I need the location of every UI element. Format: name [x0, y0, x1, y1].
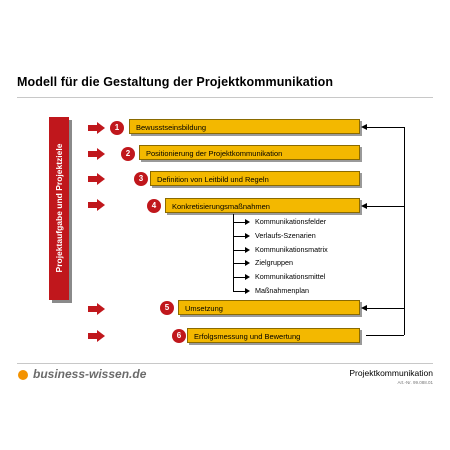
- step-number-badge: 2: [121, 147, 135, 161]
- article-number: Art.-Nr. 99.088.01: [397, 380, 433, 385]
- step-box: Positionierung der Projektkommunikation: [139, 145, 360, 160]
- arrow-right-icon: [245, 274, 250, 280]
- arrow-right-icon: [245, 288, 250, 294]
- arrow-left-icon: [361, 124, 367, 130]
- feedback-line: [366, 308, 404, 309]
- arrow-right-icon: [245, 219, 250, 225]
- logo: business-wissen.de: [33, 367, 147, 381]
- arrow-right-icon: [245, 260, 250, 266]
- step-number-badge: 3: [134, 172, 148, 186]
- arrow-left-icon: [361, 305, 367, 311]
- step-box: Bewusstseinsbildung: [129, 119, 360, 134]
- step-box: Konkretisierungsmaßnahmen: [165, 198, 360, 213]
- step-number-badge: 1: [110, 121, 124, 135]
- step-number-badge: 6: [172, 329, 186, 343]
- feedback-line: [404, 127, 405, 335]
- footer-title: Projektkommunikation: [349, 368, 433, 378]
- logo-dot-icon: [18, 370, 28, 380]
- arrow-right-icon: [245, 233, 250, 239]
- arrow-left-icon: [361, 203, 367, 209]
- sub-items-connector: [233, 214, 234, 291]
- footer-divider: [17, 363, 433, 364]
- arrow-right-icon: [245, 247, 250, 253]
- step-box: Umsetzung: [178, 300, 360, 315]
- step-number-badge: 5: [160, 301, 174, 315]
- project-goals-label: Projektaufgabe und Projektziele: [54, 143, 64, 273]
- feedback-line: [366, 335, 404, 336]
- step-box: Erfolgsmessung und Bewertung: [187, 328, 360, 343]
- feedback-line: [366, 127, 404, 128]
- step-box: Definition von Leitbild und Regeln: [150, 171, 360, 186]
- title-divider: [17, 97, 433, 98]
- feedback-line: [366, 206, 404, 207]
- step-number-badge: 4: [147, 199, 161, 213]
- diagram-title: Modell für die Gestaltung der Projektkommunikation: [17, 75, 334, 89]
